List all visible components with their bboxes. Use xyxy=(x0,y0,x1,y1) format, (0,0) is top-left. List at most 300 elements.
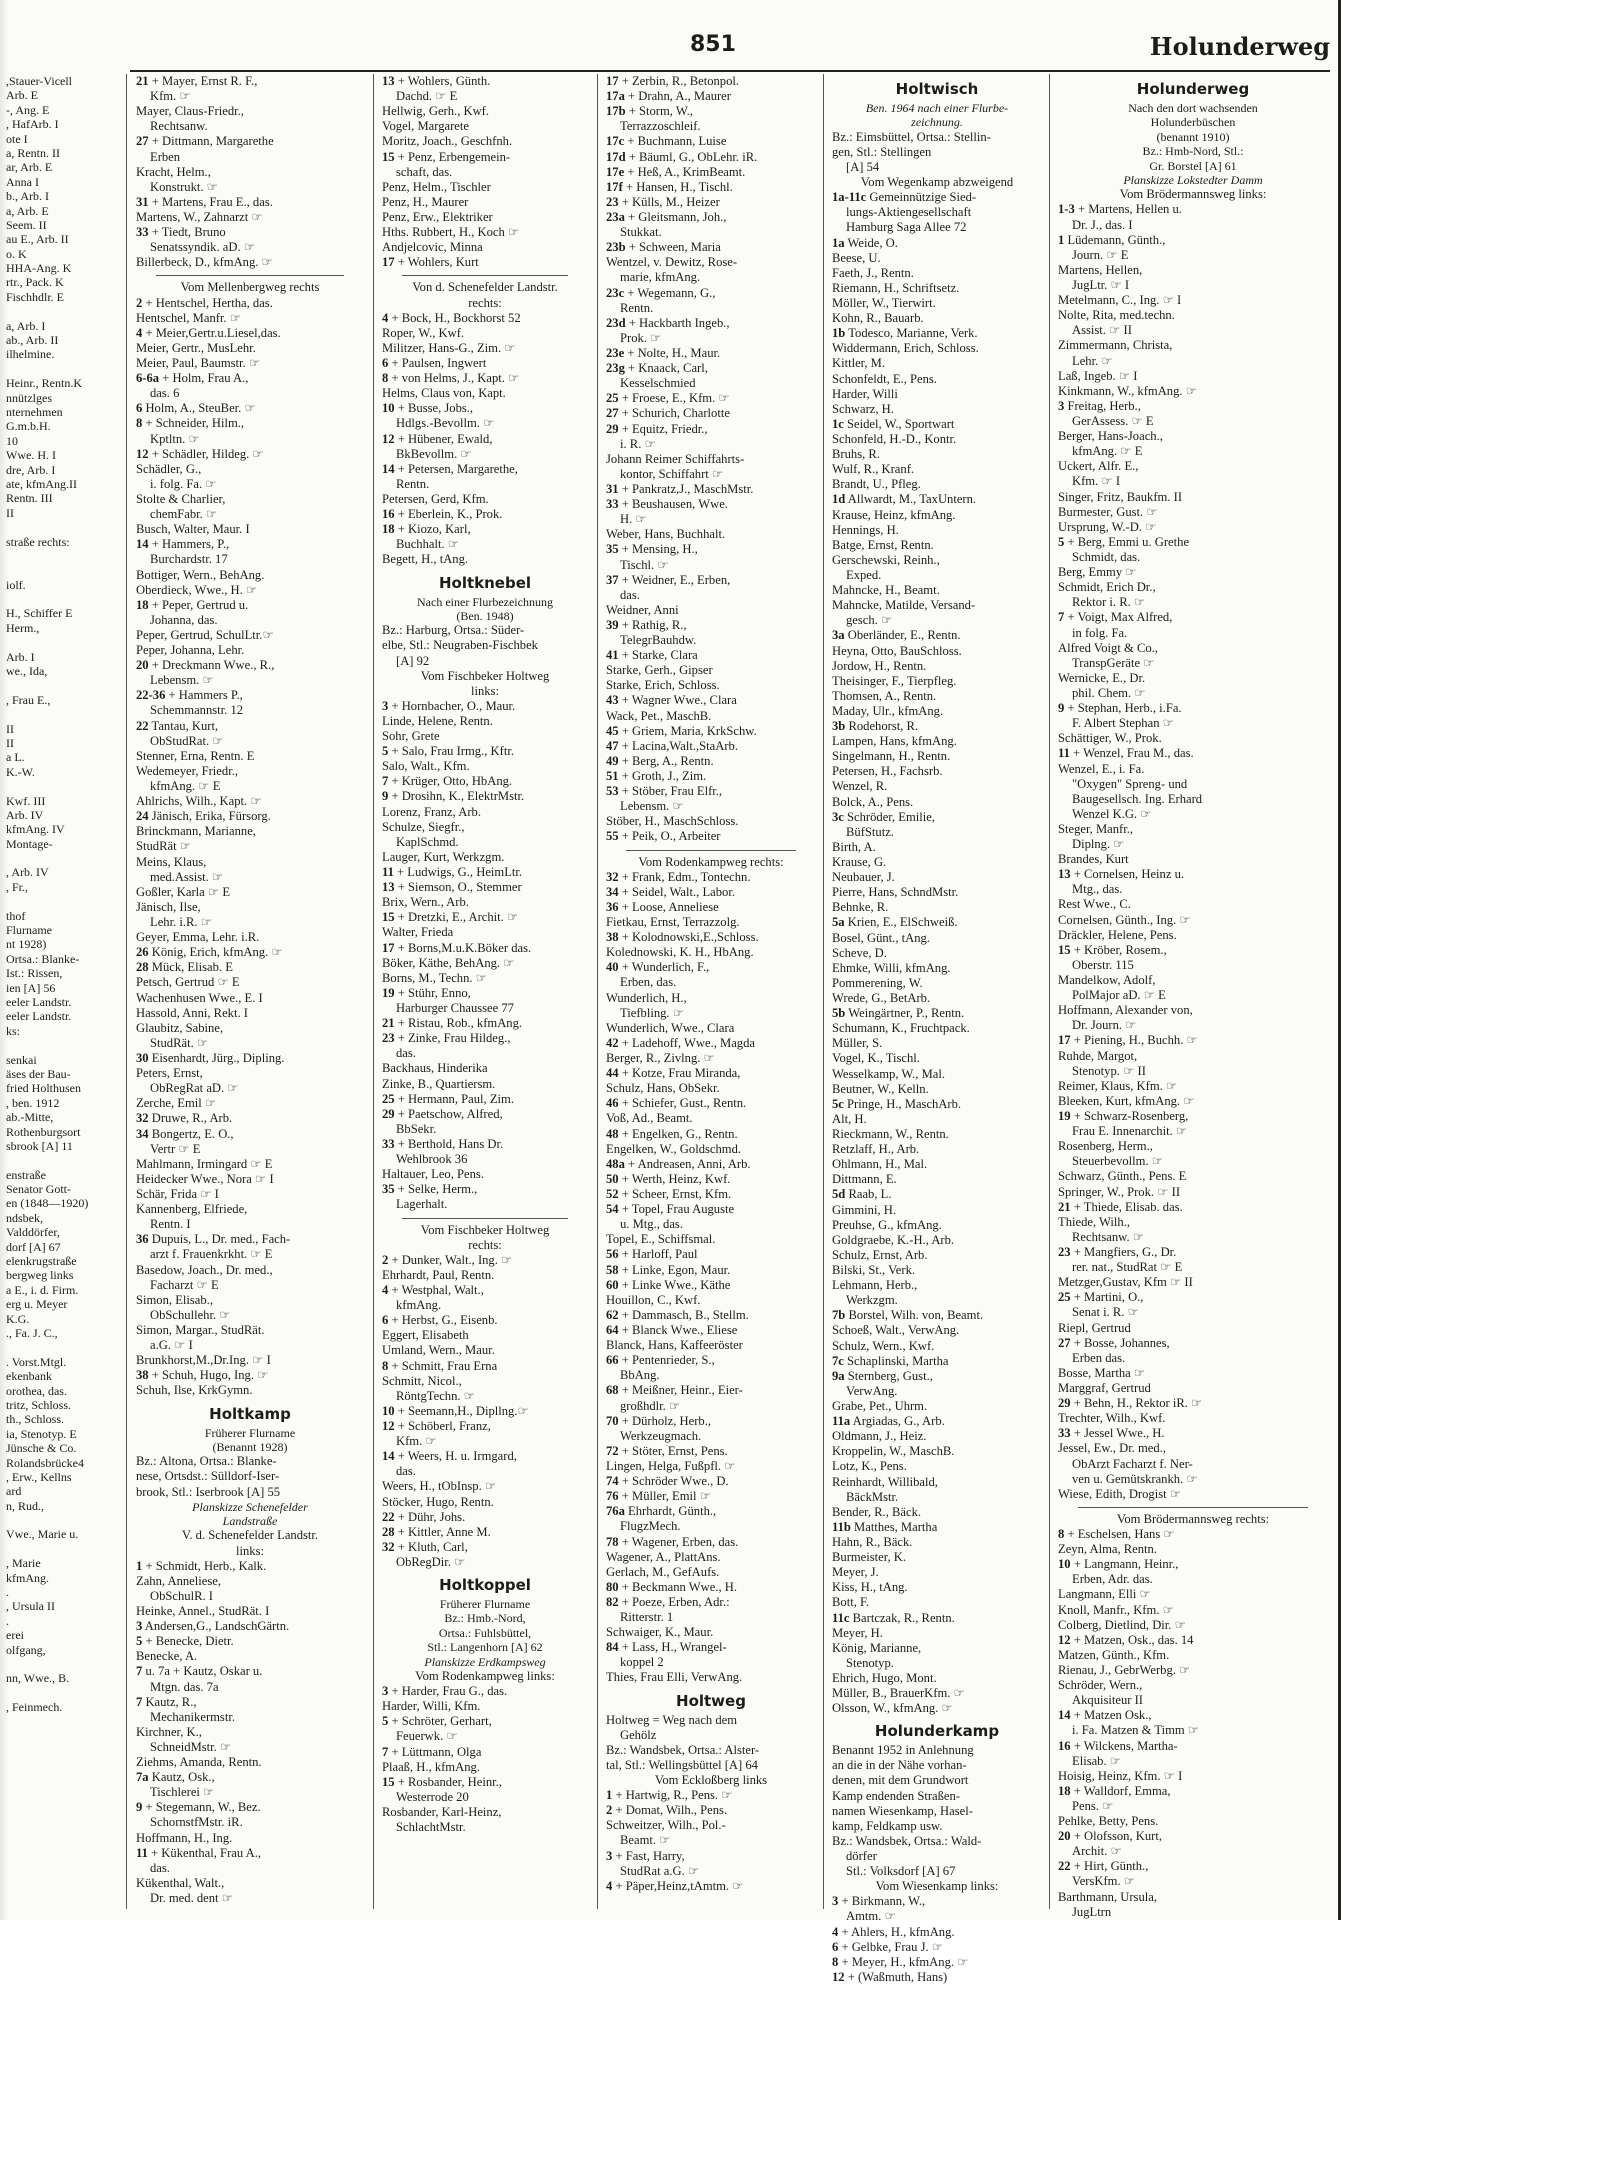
directory-entry: 26 König, Erich, kfmAng. ☞ xyxy=(136,945,283,960)
street-heading: Holunderweg xyxy=(1136,80,1250,98)
directory-entry: med.Assist. ☞ xyxy=(150,869,224,884)
directory-entry: Burmeister, K. xyxy=(832,1550,906,1565)
directory-entry: 4 + Päper,Heinz,tAmtm. ☞ xyxy=(606,1878,744,1893)
directory-entry: 51 + Groth, J., Zim. xyxy=(606,769,707,784)
directory-entry: kfmAng. ☞ E xyxy=(1072,444,1143,459)
section-heading: Vom Rodenkampweg links: xyxy=(415,1669,555,1684)
directory-entry: Schulz, Ernst, Arb. xyxy=(832,1247,928,1262)
directory-entry: 74 + Schröder Wwe., D. xyxy=(606,1474,729,1489)
directory-entry: Begett, H., tAng. xyxy=(382,552,469,567)
directory-entry: Rothenburgsort xyxy=(6,1124,81,1139)
directory-entry: kamp, Feldkamp usw. xyxy=(832,1818,943,1833)
section-heading: Vom Rodenkampweg rechts: xyxy=(638,854,784,869)
directory-entry: Ursprung, W.-D. ☞ xyxy=(1058,519,1157,534)
column-divider xyxy=(1049,74,1050,1909)
directory-entry: Meier, Paul, Baumstr. ☞ xyxy=(136,355,261,370)
directory-entry: 1a-11c Gemeinnützige Sied- xyxy=(832,190,977,205)
directory-entry: Schoeß, Walt., VerwAng. xyxy=(832,1323,960,1338)
directory-entry: nn, Wwe., B. xyxy=(6,1671,70,1686)
directory-entry: Bolck, A., Pens. xyxy=(832,794,914,809)
directory-entry: 7 + Lüttmann, Olga xyxy=(382,1744,482,1759)
directory-entry: lungs-Aktiengesellschaft xyxy=(846,205,972,220)
directory-entry: 30 Eisenhardt, Jürg., Dipling. xyxy=(136,1051,285,1065)
directory-entry: Militzer, Hans-G., Zim. ☞ xyxy=(382,340,516,355)
street-note: Planskizze Erdkampsweg xyxy=(424,1654,546,1669)
directory-entry: Fischhdlr. E xyxy=(6,289,65,304)
section-heading: Vom Eckloßberg links xyxy=(654,1773,768,1788)
directory-entry: VersKfm. ☞ xyxy=(1072,1874,1136,1889)
directory-entry: Schweitzer, Wilh., Pol.- xyxy=(606,1818,726,1833)
directory-entry: kfmAng. xyxy=(6,1570,49,1585)
directory-entry: au E., Arb. II xyxy=(6,232,69,247)
directory-entry: 14 + Petersen, Margarethe, xyxy=(382,461,518,476)
directory-entry: Hassold, Anni, Rekt. I xyxy=(136,1005,248,1020)
street-heading: Holtkamp xyxy=(209,1404,291,1423)
directory-entry: 48 + Engelken, G., Rentn. xyxy=(606,1126,738,1141)
directory-entry: BbAng. xyxy=(620,1368,660,1383)
directory-entry: Schmitt, Nicol., xyxy=(382,1373,462,1388)
directory-entry: Diplng. ☞ xyxy=(1072,837,1125,852)
directory-entry: 37 + Weidner, E., Erben, xyxy=(606,572,731,587)
directory-entry: 1a Weide, O. xyxy=(832,235,898,250)
directory-entry: Walter, Frieda xyxy=(382,925,454,940)
directory-entry: , Marie xyxy=(6,1556,41,1571)
directory-entry: 1-3 + Martens, Hellen u. xyxy=(1058,202,1182,217)
directory-entry: [A] 54 xyxy=(846,160,880,174)
directory-entry: Kroppelin, W., MaschB. xyxy=(832,1444,955,1459)
directory-entry: Ohlmann, H., Mal. xyxy=(832,1157,928,1172)
directory-entry: 25 + Froese, E., Kfm. ☞ xyxy=(606,391,730,406)
directory-entry: 40 + Wunderlich, F., xyxy=(606,960,710,975)
directory-entry: Linde, Helene, Rentn. xyxy=(382,713,493,728)
column-5 xyxy=(1052,74,1334,1919)
directory-entry: II xyxy=(6,735,14,750)
directory-entry: . xyxy=(6,1613,9,1628)
directory-entry: Harburger Chaussee 77 xyxy=(396,1001,514,1016)
directory-entry: Martens, W., Zahnarzt ☞ xyxy=(136,209,263,224)
directory-entry: a L. xyxy=(6,750,25,765)
directory-entry: 17b + Storm, W., xyxy=(606,104,693,119)
directory-entry: ObRegRat aD. ☞ xyxy=(150,1081,239,1096)
directory-entry: Mtg., das. xyxy=(1072,882,1123,897)
directory-entry: 12 + (Waßmuth, Hans) xyxy=(832,1969,948,1984)
directory-entry: 62 + Dammasch, B., Stellm. xyxy=(606,1307,749,1322)
section-heading: Vom Fischbeker Holtweg xyxy=(420,1222,550,1237)
directory-entry: Ziehms, Amanda, Rentn. xyxy=(136,1755,262,1770)
directory-entry: Benannt 1952 in Anlehnung xyxy=(832,1743,974,1758)
directory-entry xyxy=(6,1542,116,1556)
directory-entry: 19 + Stühr, Enno, xyxy=(382,985,471,1000)
directory-entry: 21 + Thiede, Elisab. das. xyxy=(1058,1199,1183,1214)
directory-entry: KaplSchmd. xyxy=(396,834,459,849)
directory-entry: Dr. J., das. I xyxy=(1072,217,1133,232)
directory-entry: Schumann, K., Fruchtpack. xyxy=(832,1021,970,1036)
directory-entry: Haltauer, Leo, Pens. xyxy=(382,1167,484,1182)
directory-entry: 23e + Nolte, H., Maur. xyxy=(606,345,721,360)
directory-entry: Singer, Fritz, Baukfm. II xyxy=(1058,489,1183,504)
directory-entry: 29 + Paetschow, Alfred, xyxy=(382,1106,503,1121)
directory-entry: Ritterstr. 1 xyxy=(620,1610,674,1625)
directory-entry: Kükenthal, Walt., xyxy=(136,1875,225,1890)
directory-entry: Voß, Ad., Beamt. xyxy=(606,1111,693,1126)
directory-entry: Harder, Willi xyxy=(832,386,898,401)
directory-entry: Weidner, Anni xyxy=(606,602,679,617)
directory-entry: Penz, H., Maurer xyxy=(382,194,469,209)
directory-entry: elenkrugstraße xyxy=(6,1254,77,1269)
directory-entry: Starke, Erich, Schloss. xyxy=(606,678,720,693)
directory-entry: Kittler, M. xyxy=(832,356,886,371)
directory-entry: Mechanikermstr. xyxy=(150,1709,235,1724)
directory-entry: Schwaiger, K., Maur. xyxy=(606,1625,714,1640)
directory-entry: 47 + Lacina,Walt.,StaArb. xyxy=(606,738,738,753)
directory-entry: Kannenberg, Elfriede, xyxy=(136,1202,248,1217)
directory-entry: Heidecker Wwe., Nora ☞ I xyxy=(136,1171,274,1186)
directory-entry: 6 Holm, A., SteuBer. ☞ xyxy=(136,401,256,416)
directory-entry: Rienau, J., GebrWerbg. ☞ xyxy=(1058,1662,1191,1677)
directory-entry: 17 + Borns,M.u.K.Böker das. xyxy=(382,940,532,955)
directory-entry: Wunderlich, H., xyxy=(606,990,687,1005)
directory-entry: Erben xyxy=(150,149,181,164)
column-1 xyxy=(130,74,370,1914)
directory-entry: Kinkmann, W., kfmAng. ☞ xyxy=(1058,383,1197,398)
directory-entry: Bz.: Wandsbek, Ortsa.: Wald- xyxy=(832,1833,982,1848)
directory-entry: , Fr., xyxy=(6,879,29,894)
directory-entry: Beutner, W., Kelln. xyxy=(832,1081,929,1096)
directory-entry: Wunderlich, Wwe., Clara xyxy=(606,1020,735,1035)
directory-entry xyxy=(6,678,116,692)
directory-entry: o. K xyxy=(6,246,27,261)
section-rule xyxy=(1078,1507,1308,1508)
directory-entry: Frau E. Innenarchit. ☞ xyxy=(1072,1124,1188,1139)
directory-entry: erei xyxy=(6,1628,24,1643)
directory-entry: G.m.b.H. xyxy=(6,419,51,434)
directory-entry: Möller, W., Tierwirt. xyxy=(832,295,936,310)
directory-entry: Jessel, Ew., Dr. med., xyxy=(1058,1441,1166,1456)
directory-entry: Lebensm. ☞ xyxy=(620,799,684,814)
directory-entry: Wwe. H. I xyxy=(6,448,56,463)
directory-entry xyxy=(6,707,116,721)
directory-entry xyxy=(6,1153,116,1167)
directory-entry: 3 Freitag, Herb., xyxy=(1058,398,1141,413)
street-note: Landstraße xyxy=(222,1514,278,1529)
street-note: zeichnung. xyxy=(911,115,963,130)
directory-entry: Hths. Rubbert, H., Koch ☞ xyxy=(382,225,520,240)
directory-entry: Konstrukt. ☞ xyxy=(150,179,218,194)
directory-entry: gen, Stl.: Stellingen xyxy=(832,144,932,159)
directory-entry: Böker, Käthe, BehAng. ☞ xyxy=(382,955,515,970)
directory-entry: Wenzel, E., i. Fa. xyxy=(1058,761,1145,776)
directory-entry: 14 + Hammers, P., xyxy=(136,537,230,552)
directory-entry: Springer, W., Prok. ☞ II xyxy=(1058,1184,1181,1199)
directory-entry: a.G. ☞ I xyxy=(150,1338,193,1353)
directory-entry: 11b Matthes, Martha xyxy=(832,1519,938,1534)
directory-entry: K.-W. xyxy=(6,764,35,779)
directory-entry: 13 + Siemson, O., Stemmer xyxy=(382,880,522,895)
directory-entry: Baugesellsch. Ing. Erhard xyxy=(1072,791,1203,806)
directory-entry: Ehrhardt, Paul, Rentn. xyxy=(382,1267,495,1282)
directory-entry xyxy=(6,1513,116,1527)
directory-entry: Olsson, W., kfmAng. ☞ xyxy=(832,1701,953,1716)
directory-entry: 44 + Kotze, Frau Miranda, xyxy=(606,1066,741,1081)
directory-entry: 3 + Birkmann, W., xyxy=(832,1894,926,1909)
street-note: Planskizze Schenefelder xyxy=(192,1499,308,1514)
section-rule xyxy=(402,275,568,276)
directory-entry: Terrazzoschleif. xyxy=(620,119,701,134)
directory-entry: Beese, U. xyxy=(832,250,881,265)
directory-entry: ilhelmine. xyxy=(6,347,55,362)
directory-entry: 8 + Eschelsen, Hans ☞ xyxy=(1058,1526,1175,1541)
directory-entry: gesch. ☞ xyxy=(846,613,893,628)
directory-entry: Pens. ☞ xyxy=(1072,1798,1114,1813)
directory-entry: Müller, S. xyxy=(832,1036,883,1051)
directory-entry: a E., i. d. Firm. xyxy=(6,1282,79,1297)
directory-entry: 12 + Schädler, Hildeg. ☞ xyxy=(136,446,264,461)
directory-entry: Simon, Elisab., xyxy=(136,1292,213,1307)
directory-entry: TelegrBauhdw. xyxy=(620,633,697,648)
directory-entry: 14 + Matzen Osk., xyxy=(1058,1708,1152,1723)
directory-entry: 82 + Poeze, Erben, Adr.: xyxy=(606,1594,730,1609)
directory-entry: 2 + Domat, Wilh., Pens. xyxy=(606,1803,728,1818)
directory-entry: StudRat a.G. ☞ xyxy=(620,1863,700,1878)
column-divider xyxy=(823,74,824,1909)
directory-entry: Vertr ☞ E xyxy=(150,1141,201,1156)
directory-entry: Brandes, Kurt xyxy=(1058,852,1129,867)
directory-entry: Bott, F. xyxy=(832,1595,870,1610)
directory-entry: 3b Rodehorst, R. xyxy=(832,719,919,734)
directory-entry: ObStudRat. ☞ xyxy=(150,733,224,748)
directory-entry: Ahlrichs, Wilh., Kapt. ☞ xyxy=(136,794,262,809)
running-head: Holunderweg xyxy=(1149,32,1330,61)
directory-entry: 38 + Kolodnowski,E.,Schloss. xyxy=(606,930,759,945)
directory-entry: 6 + Herbst, G., Eisenb. xyxy=(382,1313,498,1328)
column-divider xyxy=(126,74,127,1909)
directory-entry: H. ☞ xyxy=(620,512,647,527)
directory-entry: Arb. IV xyxy=(6,807,44,822)
directory-entry: Lauger, Kurt, Werkzgm. xyxy=(382,849,505,864)
directory-entry: 18 + Peper, Gertrud u. xyxy=(136,597,249,612)
directory-entry: 1d Allwardt, M., TaxUntern. xyxy=(832,492,977,507)
directory-entry: a, Rentn. II xyxy=(6,145,60,160)
directory-entry: dorf [A] 67 xyxy=(6,1239,61,1254)
directory-entry: ndsbek, xyxy=(6,1210,43,1225)
directory-entry: Bleeken, Kurt, kfmAng. ☞ xyxy=(1058,1093,1195,1108)
directory-entry: Kolednowski, K. H., HbAng. xyxy=(606,945,754,960)
directory-entry: Pommerening, W. xyxy=(832,975,923,990)
directory-entry: 22 + Dühr, Johs. xyxy=(382,1509,466,1524)
directory-entry: ia, Stenotyp. E xyxy=(6,1426,77,1441)
directory-entry: 21 + Ristau, Rob., kfmAng. xyxy=(382,1016,523,1031)
directory-entry: F. Albert Stephan ☞ xyxy=(1072,716,1174,731)
directory-entry: Alt, H. xyxy=(832,1111,867,1126)
directory-entry: Thiede, Wilh., xyxy=(1058,1214,1131,1229)
directory-entry: Zinke, B., Quartiersm. xyxy=(382,1076,496,1091)
directory-entry: Elisab. ☞ xyxy=(1072,1753,1122,1768)
directory-entry: 8 + Schneider, Hilm., xyxy=(136,416,245,431)
column-3 xyxy=(600,74,822,1914)
directory-entry: Zerche, Emil ☞ xyxy=(136,1096,217,1111)
directory-entry: 32 + Frank, Edm., Tontechn. xyxy=(606,869,751,884)
directory-entry: 32 Druwe, R., Arb. xyxy=(136,1111,233,1126)
directory-entry: Rentn. xyxy=(396,476,430,491)
directory-entry: kfmAng. ☞ E xyxy=(150,779,221,794)
directory-entry: Bilski, St., Verk. xyxy=(832,1262,916,1277)
directory-entry: 11c Bartczak, R., Rentn. xyxy=(832,1610,955,1625)
directory-entry: Berger, R., Zivlng. ☞ xyxy=(606,1051,715,1065)
section-heading: rechts: xyxy=(468,1237,502,1252)
directory-entry: 42 + Ladehoff, Wwe., Magda xyxy=(606,1035,755,1050)
directory-entry: Hennings, H. xyxy=(832,522,899,537)
directory-entry: 15 + Dretzki, E., Archit. ☞ xyxy=(382,910,519,925)
directory-entry: Harder, Willi, Kfm. xyxy=(382,1699,481,1714)
directory-entry: Starke, Gerh., Gipser xyxy=(606,663,713,678)
directory-entry: Meyer, J. xyxy=(832,1565,879,1580)
street-heading: Holtknebel xyxy=(438,573,532,592)
street-note: Stl.: Langenhorn [A] 62 xyxy=(427,1640,543,1655)
directory-entry: Engelken, W., Goldschmd. xyxy=(606,1141,742,1156)
directory-entry: Benecke, A. xyxy=(136,1649,198,1664)
directory-entry: 17 + Zerbin, R., Betonpol. xyxy=(606,74,740,88)
directory-entry: Vogel, Margarete xyxy=(382,119,469,134)
directory-entry: 54 + Topel, Frau Auguste xyxy=(606,1202,735,1217)
directory-entry: 70 + Dürholz, Herb., xyxy=(606,1413,712,1428)
directory-entry: Oberdieck, Wwe., H. ☞ xyxy=(136,582,258,597)
directory-entry: 7b Borstel, Wilh. von, Beamt. xyxy=(832,1308,984,1323)
directory-entry: , Feinmech. xyxy=(6,1700,63,1715)
directory-entry: nnützlges xyxy=(6,390,52,405)
directory-entry: 1c Seidel, W., Sportwart xyxy=(832,416,955,431)
directory-entry: Glaubitz, Sabine, xyxy=(136,1020,224,1035)
directory-entry xyxy=(6,1657,116,1671)
directory-entry: Meier, Gertr., MusLehr. xyxy=(136,340,256,355)
directory-entry: Kfm. ☞ I xyxy=(1072,474,1121,489)
directory-entry: Backhaus, Hinderika xyxy=(382,1061,488,1076)
street-note: Nach den dort wachsenden xyxy=(1128,101,1258,115)
directory-entry xyxy=(6,894,116,908)
directory-entry: Arb. I xyxy=(6,649,35,664)
directory-entry: Erben, das. xyxy=(620,975,677,990)
directory-entry: Lehr. i.R. ☞ xyxy=(150,915,213,930)
directory-entry: 58 + Linke, Egon, Maur. xyxy=(606,1262,731,1277)
directory-entry: Peper, Gertrud, SchulLtr.☞ xyxy=(136,627,274,642)
directory-entry: thof xyxy=(6,908,26,923)
directory-entry: Hoffmann, Alexander von, xyxy=(1058,1003,1193,1018)
directory-entry: Petersen, H., Fachsrb. xyxy=(832,764,943,779)
directory-entry: 41 + Starke, Clara xyxy=(606,648,698,663)
directory-entry: denen, mit dem Grundwort xyxy=(832,1773,969,1788)
directory-entry: Rolandsbrücke4 xyxy=(6,1455,84,1470)
directory-entry: 1 Lüdemann, Günth., xyxy=(1058,232,1166,247)
directory-entry: 3 + Fast, Harry, xyxy=(606,1848,685,1863)
directory-entry: Gimmini, H. xyxy=(832,1202,897,1217)
directory-entry: Stenotyp. xyxy=(846,1655,894,1670)
directory-entry: , Ursula II xyxy=(6,1599,55,1614)
directory-entry: 5 + Berg, Emmi u. Grethe xyxy=(1058,534,1190,549)
directory-entry: 3c Schröder, Emilie, xyxy=(832,809,936,824)
directory-entry: 10 xyxy=(6,433,18,448)
directory-entry: 20 + Dreckmann Wwe., R., xyxy=(136,658,275,673)
directory-entry: 22-36 + Hammers P., xyxy=(136,688,243,703)
directory-entry: bergweg links xyxy=(6,1268,74,1283)
directory-entry xyxy=(6,549,116,563)
directory-entry: Bz.: Eimsbüttel, Ortsa.: Stellin- xyxy=(832,129,991,144)
directory-entry: Dittmann, E. xyxy=(832,1172,897,1187)
directory-entry: ar, Arb. E xyxy=(6,160,53,175)
directory-entry: Tischlerei ☞ xyxy=(150,1785,215,1800)
directory-entry: 9 + Drosihn, K., ElektrMstr. xyxy=(382,789,525,804)
directory-entry: Berg, Emmy ☞ xyxy=(1058,565,1137,580)
street-note: (benannt 1910) xyxy=(1156,129,1230,144)
directory-entry: "Oxygen" Spreng- und xyxy=(1072,776,1188,791)
directory-entry: 39 + Rathig, R., xyxy=(606,617,687,632)
directory-entry: Busch, Walter, Maur. I xyxy=(136,522,250,537)
directory-entry: Brunkhorst,M.,Dr.Ing. ☞ I xyxy=(136,1353,271,1368)
directory-entry: Schuh, Ilse, KrkGymn. xyxy=(136,1383,253,1398)
directory-entry: 53 + Stöber, Frau Elfr., xyxy=(606,784,723,799)
directory-entry: Berger, Hans-Joach., xyxy=(1058,429,1163,444)
directory-entry: Dr. Journ. ☞ xyxy=(1072,1018,1137,1033)
directory-entry: Penz, Helm., Tischler xyxy=(382,179,491,194)
directory-entry: 18 + Walldorf, Emma, xyxy=(1058,1783,1171,1798)
directory-entry: 7c Schaplinski, Martha xyxy=(832,1353,949,1368)
directory-entry: 23 + Zinke, Frau Hildeg., xyxy=(382,1031,511,1046)
directory-entry: BkBevollm. ☞ xyxy=(396,446,472,461)
directory-entry: Ist.: Rissen, xyxy=(6,966,63,981)
directory-entry: PolMajor aD. ☞ E xyxy=(1072,988,1166,1003)
directory-entry: Zahn, Anneliese, xyxy=(136,1573,221,1588)
directory-entry: Cornelsen, Günth., Ing. ☞ xyxy=(1058,912,1191,927)
directory-entry: II xyxy=(6,505,14,520)
directory-entry: Stöcker, Hugo, Rentn. xyxy=(382,1494,494,1509)
directory-entry: 14 + Weers, H. u. Irmgard, xyxy=(382,1449,517,1464)
directory-entry: Anna I xyxy=(6,174,39,189)
directory-entry: ard xyxy=(6,1484,22,1499)
directory-entry: Dräckler, Helene, Pens. xyxy=(1058,927,1177,942)
directory-entry: -, Ang. E xyxy=(6,102,50,117)
directory-entry: Tiefbling. ☞ xyxy=(620,1005,685,1020)
directory-entry: Westerrode 20 xyxy=(396,1789,469,1804)
directory-entry: II xyxy=(6,721,14,736)
directory-entry: 35 + Selke, Herm., xyxy=(382,1182,478,1197)
directory-entry: 10 + Seemann,H., Dipllng.☞ xyxy=(382,1403,529,1418)
section-heading: Vom Wegenkamp abzweigend xyxy=(860,175,1014,190)
directory-entry: 3 + Hornbacher, O., Maur. xyxy=(382,698,516,713)
directory-entry: 8 + Meyer, H., kfmAng. ☞ xyxy=(832,1954,969,1969)
directory-entry: Lorenz, Franz, Arb. xyxy=(382,804,481,819)
directory-entry: 15 + Rosbander, Heinr., xyxy=(382,1774,502,1789)
directory-entry: kontor, Schiffahrt ☞ xyxy=(620,466,724,481)
directory-entry: Schmidt, das. xyxy=(1072,549,1141,564)
directory-entry: Schädler, G., xyxy=(136,461,202,476)
directory-entry: 22 Tantau, Kurt, xyxy=(136,718,219,733)
directory-entry: Mandelkow, Adolf, xyxy=(1058,973,1156,988)
section-heading: Vom Fischbeker Holtweg xyxy=(420,668,550,683)
directory-entry: Bz.: Harburg, Ortsa.: Süder- xyxy=(382,623,525,638)
directory-entry: GerAssess. ☞ E xyxy=(1072,413,1154,428)
directory-entry: Ortsa.: Blanke- xyxy=(6,951,80,966)
directory-entry: brook, Stl.: Iserbrook [A] 55 xyxy=(136,1484,281,1499)
directory-entry: ven u. Gemütskrankh. ☞ xyxy=(1072,1471,1198,1486)
directory-entry: Rechtsanw. xyxy=(150,119,208,134)
directory-entry: BbSekr. xyxy=(396,1121,437,1136)
directory-entry: iolf. xyxy=(6,577,26,592)
directory-entry: H., Schiffer E xyxy=(6,606,73,621)
directory-entry: i. folg. Fa. ☞ xyxy=(150,476,217,491)
directory-entry: Billerbeck, D., kfmAng. ☞ xyxy=(136,255,273,270)
directory-entry: Faeth, J., Rentn. xyxy=(832,265,914,280)
directory-entry: K.G. xyxy=(6,1311,30,1326)
directory-entry: Mayer, Claus-Friedr., xyxy=(136,104,244,119)
directory-entry: 6-6a + Holm, Frau A., xyxy=(136,371,249,386)
